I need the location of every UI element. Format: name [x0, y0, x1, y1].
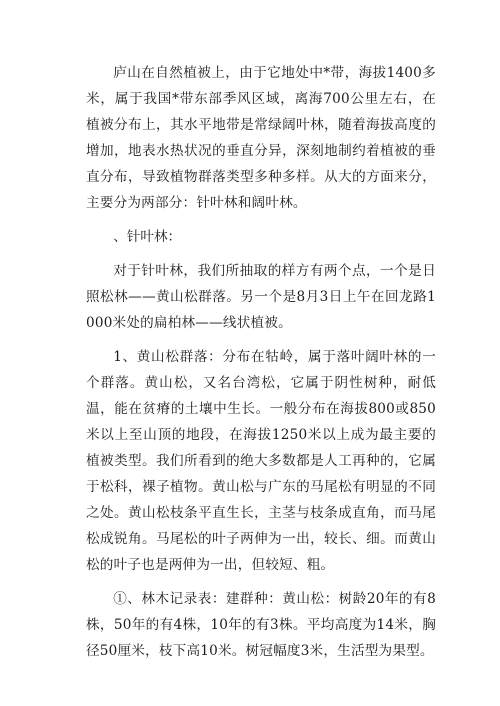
paragraph-samples: 对于针叶林，我们所抽取的样方有两个点，一个是日照松林——黄山松群落。另一个是8月3日上午在回龙路1000米处的扁柏林——线状植被。 — [86, 263, 436, 331]
paragraph-huangshan-pine: 1、黄山松群落：分布在牯岭，属于落叶阔叶林的一个群落。黄山松，又名台湾松，它属于阴性树种，耐低温，能在贫瘠的土壤中生长。一般分布在海拔800或850米以上至山顶的地段，在海拔1250米以上成为最主要的植被类型。我们所看到的绝大多数都是人工再种的，它属于松科，裸子植物。黄山松与广东的马尾松有明显的不同之处。黄山松枝条平直生长，主茎与枝条成直角，而马尾松成锐角。马尾松的叶子两伸为一出，较长、细。而黄山松的叶子也是两伸为一出，但较短、粗。 — [86, 349, 436, 573]
paragraph-tree-record: ①、林木记录表：建群种：黄山松：树龄20年的有8株，50年的有4株，10年的有3株。平均高度为14米，胸径50厘米，枝下高10米。树冠幅度3米，生活型为果型。 — [86, 591, 436, 659]
paragraph-gap — [86, 578, 436, 586]
section-heading-coniferous: 、针叶林： — [113, 229, 182, 245]
paragraph-gap — [86, 250, 436, 258]
document-page — [86, 60, 436, 664]
paragraph-gap — [86, 216, 436, 224]
paragraph-gap — [86, 336, 436, 344]
paragraph-intro: 庐山在自然植被上，由于它地处中*带，海拔1400多米，属于我国*带东部季风区域，离海700公里左右，在植被分布上，其水平地带是常绿阔叶林，随着海拔高度的增加，地表水热状况的垂直分异，深刻地制约着植被的垂直分布，导致植物群落类型多种多样。从大的方面来分，主要分为两部分：针叶林和阔叶林。 — [86, 65, 436, 211]
